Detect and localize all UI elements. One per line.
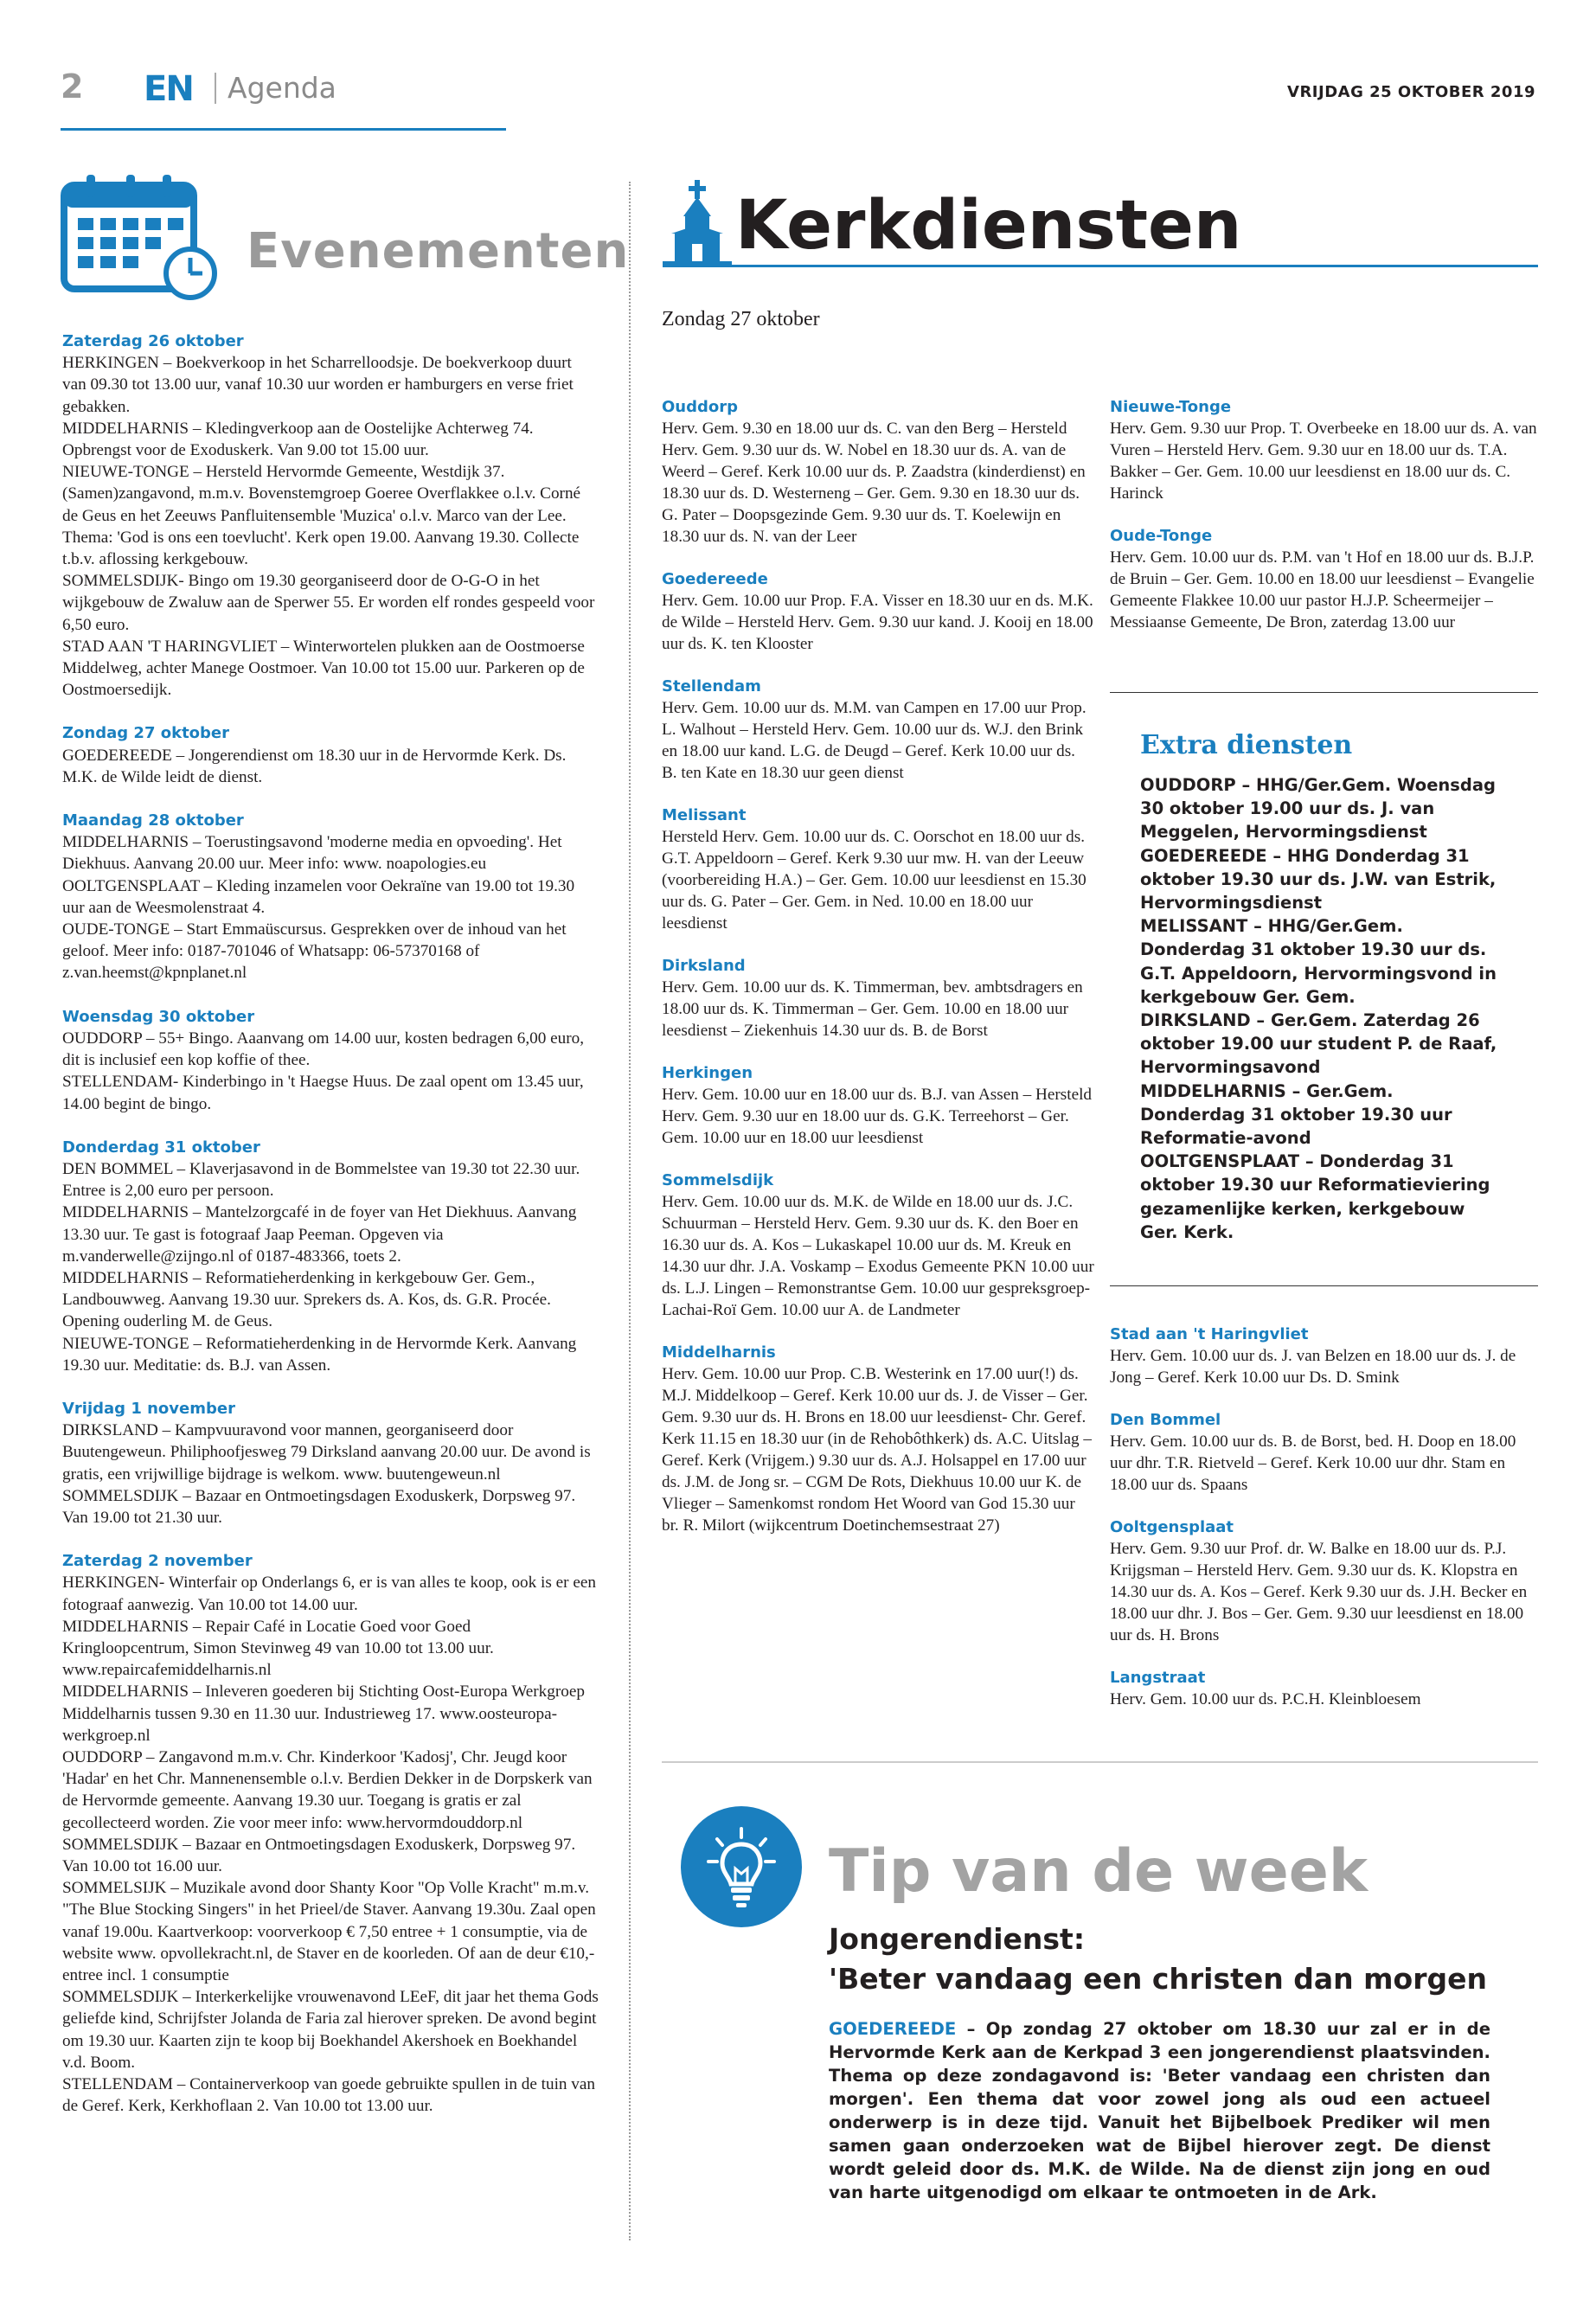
event-item: OUDDORP – Zangavond m.m.v. Chr. Kinderkoor 'Kadosj', Chr. Jeugd koor 'Hadar' en het Chr. Mannenensemble o.l.v. Berdien Dekker in de Dorpskerk van de Hervormde gemeente. Aanvang 19.30 uur. Toegang is gratis er zal gecollecteerd worden. Zie voor meer info: www.hervormdouddorp.nl xyxy=(62,1747,593,1832)
service-place-block xyxy=(662,955,1094,1042)
service-place-block xyxy=(1110,1667,1538,1710)
event-item: SOMMELSDIJK – Bazaar en Ontmoetingsdagen Exoduskerk, Dorpsweg 97. Van 10.00 tot 16.00 uur. xyxy=(62,1835,576,1875)
event-item: NIEUWE-TONGE – Reformatieherdenking in de Hervormde Kerk. Aanvang 19.30 uur. Meditatie: ds. B.J. van Assen. xyxy=(62,1334,577,1375)
service-place-block xyxy=(1110,396,1538,504)
service-place-name: Melissant xyxy=(662,806,747,824)
church-services-rule xyxy=(663,265,1538,267)
extra-services-bottom-rule xyxy=(1110,1285,1538,1286)
event-day-heading: Maandag 28 oktober xyxy=(62,811,244,830)
event-item: HERKINGEN- Winterfair op Onderlangs 6, er is van alles te koop, ook is er een fotograaf aanwezig. Van 10.00 tot 14.00 uur. xyxy=(62,1574,596,1614)
service-place-block xyxy=(662,568,1094,655)
service-place-block xyxy=(662,676,1094,784)
event-item: SOMMELSDIJK- Bingo om 19.30 georganiseerd door de O-G-O in het wijkgebouw de Zwaluw aan de Sperwer 55. Er worden elf rondes gespeeld voor 6,50 euro. xyxy=(62,572,595,634)
event-item: MIDDELHARNIS – Reformatieherdenking in kerkgebouw Ger. Gem., Landbouwweg. Aanvang 19.30 uur. Sprekers ds. A. Kos, ds. G.R. Procée. Opening ouderling M. de Geus. xyxy=(62,1268,551,1331)
service-place-name: Ouddorp xyxy=(662,398,739,416)
event-item: MIDDELHARNIS – Inleveren goederen bij Stichting Oost-Europa Werkgroep Middelharnis tussen 9.30 en 11.30 uur. Industrieweg 17. www.oosteuropa-werkgroep.nl xyxy=(62,1682,585,1745)
issue-date: VRIJDAG 25 OKTOBER 2019 xyxy=(1287,83,1535,101)
events-title: Evenementen xyxy=(247,223,630,279)
event-item: SOMMELSDIJK – Bazaar en Ontmoetingsdagen Exoduskerk, Dorpsweg 97. Van 19.00 tot 21.30 uur. xyxy=(62,1486,576,1527)
service-place-text: Herv. Gem. 9.30 en 18.00 uur ds. C. van den Berg – Hersteld Herv. Gem. 9.30 uur ds. W. Nobel en 18.30 uur ds. A. van de Weerd – Geref. Kerk 10.00 uur ds. P. Zaadstra (kinderdienst) en 18.30 uur ds. D. Westerneng – Ger. Gem. 9.30 en 18.30 uur ds. G. Pater – Doopsgezinde Gem. 9.30 uur ds. T. Koelewijn en 18.30 uur ds. N. van der Leer xyxy=(662,420,1086,546)
event-day xyxy=(62,810,599,984)
tip-body-text: – Op zondag 27 oktober om 18.30 uur zal er in de Hervormde Kerk aan de Kerkpad 3 een jongerendienst plaatsvinden. Thema op deze zondagavond is: 'Beter vandaag een christen dan morgen'. Een thema dat voor zowel jong als oud een actueel onderwerp is in deze tijd. Vanuit het Bijbelboek Prediker wil men samen gaan onderzoeken wat de Bijbel hierover zegt. De dienst wordt geleid door ds. M.K. de Wilde. Na de dienst zijn jong en oud van harte uitgenodigd om elkaar te ontmoeten in de Ark. xyxy=(829,2019,1490,2202)
extra-service-line: DIRKSLAND – Ger.Gem. Zaterdag 26 oktober 19.00 uur student P. de Raaf, Hervormingsavond xyxy=(1140,1010,1497,1078)
header-separator xyxy=(215,73,216,104)
church-services-title: Kerkdiensten xyxy=(735,187,1242,265)
tip-subtitle-1: Jongerendienst: xyxy=(829,1922,1086,1956)
extra-services-top-rule xyxy=(1110,692,1538,693)
event-day-heading: Vrijdag 1 november xyxy=(62,1399,235,1418)
church-services-left-column xyxy=(662,396,1094,1536)
service-place-block xyxy=(662,1170,1094,1321)
service-place-text: Herv. Gem. 10.00 uur ds. K. Timmerman, bev. ambtsdragers en 18.00 uur ds. K. Timmerman – Ger. Gem. 10.00 en 18.00 uur leesdienst – Ziekenhuis 14.30 uur ds. B. de Borst xyxy=(662,978,1083,1040)
event-item: MIDDELHARNIS – Mantelzorgcafé in de foyer van Het Diekhuus. Aanvang 13.30 uur. Te gast is fotograaf Jaap Peeman. Opgeven via m.vanderwelle@zijngo.nl of 0187-483366, toets 2. xyxy=(62,1203,577,1266)
extra-service-line: MIDDELHARNIS – Ger.Gem. Donderdag 31 oktober 19.30 uur Reformatie-avond xyxy=(1140,1080,1452,1149)
service-place-block xyxy=(662,396,1094,548)
events-list xyxy=(62,330,599,2117)
event-item: STELLENDAM – Containerverkoop van goede gebruikte spullen in de tuin van de Geref. Kerk, Kerkhoflaan 2. Van 10.00 tot 13.00 uur. xyxy=(62,2075,595,2116)
event-item: STELLENDAM- Kinderbingo in 't Haegse Huus. De zaal opent om 13.45 uur, 14.00 begint de bingo. xyxy=(62,1073,584,1113)
service-place-text: Hersteld Herv. Gem. 10.00 uur ds. C. Oorschot en 18.00 uur ds. G.T. Appeldoorn – Geref. Kerk 9.30 uur mw. H. van der Leeuw (voorbereiding H.A.) – Ger. Gem. 10.00 uur leesdienst en 15.30 uur ds. G. Pater – Ger. Gem. in Ned. 10.00 en 18.00 uur leesdienst xyxy=(662,828,1086,933)
service-place-text: Herv. Gem. 10.00 uur ds. J. van Belzen en 18.00 uur ds. J. de Jong – Geref. Kerk 10.00 uur Ds. D. Smink xyxy=(1110,1347,1516,1387)
newspaper-logo: EN xyxy=(144,69,193,109)
service-place-name: Stad aan 't Haringvliet xyxy=(1110,1325,1309,1343)
service-place-block xyxy=(1110,1516,1538,1646)
event-day xyxy=(62,330,599,701)
tip-separator xyxy=(662,1761,1538,1763)
event-item: DEN BOMMEL – Klaverjasavond in de Bommelstee van 19.30 tot 22.30 uur. Entree is 2,00 euro per persoon. xyxy=(62,1159,580,1201)
extra-service-line: MELISSANT – HHG/Ger.Gem. Donderdag 31 oktober 19.30 uur ds. G.T. Appeldoorn, Hervormingsvond in kerkgebouw Ger. Gem. xyxy=(1140,916,1497,1007)
tip-title: Tip van de week xyxy=(829,1837,1368,1906)
extra-service-line: GOEDEREEDE – HHG Donderdag 31 oktober 19.30 uur ds. J.W. van Estrik, Hervormingsdienst xyxy=(1140,845,1497,913)
event-day-heading: Zondag 27 oktober xyxy=(62,724,230,743)
tip-lead: GOEDEREEDE xyxy=(829,2019,957,2039)
service-place-name: Sommelsdijk xyxy=(662,1171,774,1189)
service-place-text: Herv. Gem. 10.00 uur ds. B. de Borst, bed. H. Doop en 18.00 uur dhr. T.R. Rietveld – Geref. Kerk 10.00 uur dhr. Stam en 18.00 uur ds. Spaans xyxy=(1110,1433,1516,1494)
tip-icon-badge xyxy=(681,1806,802,1927)
service-place-text: Herv. Gem. 10.00 uur ds. P.M. van 't Hof en 18.00 uur ds. B.J.P. de Bruin – Ger. Gem. 10.00 en 18.00 uur leesdienst – Evangelie Gemeente Flakkee 10.00 uur pastor H.J.P. Scheermeijer – Messiaanse Gemeente, De Bron, zaterdag 13.00 uur xyxy=(1110,548,1535,631)
extra-service-line: OUDDORP – HHG/Ger.Gem. Woensdag 30 oktober 19.00 uur ds. J. van Meggelen, Hervormingsdienst xyxy=(1140,775,1496,843)
event-item: DIRKSLAND – Kampvuuravond voor mannen, georganiseerd door Buutengeweun. Philiphoofjesweg 79 Dirksland aanvang 20.00 uur. De avond is gratis, een vrijwillige bijdrage is welkom. www. buutengeweun.nl xyxy=(62,1421,591,1484)
service-place-block xyxy=(662,1062,1094,1149)
service-place-name: Oude-Tonge xyxy=(1110,527,1213,545)
service-place-name: Langstraat xyxy=(1110,1669,1206,1687)
event-day-heading: Donderdag 31 oktober xyxy=(62,1138,260,1157)
church-services-right-column xyxy=(1110,396,1538,633)
event-item: MIDDELHARNIS – Kledingverkoop aan de Oostelijke Achterweg 74. Opbrengst voor de Exoduskerk. Van 9.00 tot 15.00 uur. xyxy=(62,419,534,460)
event-item: SOMMELSIJK – Muzikale avond door Shanty Koor "Op Volle Kracht" m.m.v. "The Blue Stocking Singers" in het Prieel/de Staver. Aanvang 19.30u. Zaal open vanaf 19.00u. Kaartverkoop: voorverkoop € 7,50 entree + 1 consumptie, via de website www. opvollekracht.nl, de Staver en de koorleden. Of aan de deur €10,- entree incl. 1 consumptie xyxy=(62,1879,596,1985)
event-item: OOLTGENSPLAAT – Kleding inzamelen voor Oekraïne van 19.00 tot 19.30 uur aan de Weesmolenstraat 4. xyxy=(62,876,575,917)
event-day-heading: Woensdag 30 oktober xyxy=(62,1007,255,1026)
event-item: OUDDORP – 55+ Bingo. Aaanvang om 14.00 uur, kosten bedragen 6,00 euro, dit is inclusief een kop koffie of thee. xyxy=(62,1029,585,1070)
service-place-text: Herv. Gem. 9.30 uur Prof. dr. W. Balke en 18.00 uur ds. P.J. Krijgsman – Hersteld Herv. Gem. 9.30 uur ds. K. Klopstra en 14.30 uur ds. A. Kos – Geref. Kerk 9.30 uur ds. J.H. Becker en 18.00 uur dhr. J. Bos – Ger. Gem. 9.30 uur leesdienst en 18.00 uur ds. H. Brons xyxy=(1110,1540,1528,1644)
service-place-block xyxy=(1110,525,1538,633)
event-day xyxy=(62,1137,599,1376)
service-place-block xyxy=(1110,1409,1538,1496)
event-item: GOEDEREEDE – Jongerendienst om 18.30 uur in de Hervormde Kerk. Ds. M.K. de Wilde leidt de dienst. xyxy=(62,746,567,786)
service-place-text: Herv. Gem. 10.00 uur ds. M.K. de Wilde en 18.00 uur ds. J.C. Schuurman – Hersteld Herv. Gem. 9.30 uur ds. K. den Boer en 16.30 uur ds. A. Kos – Lukaskapel 10.00 uur ds. M. Kreuk en 14.30 uur dhr. J.A. Voskamp – Exodus Gemeente PKN 10.00 uur ds. L.J. Lingen – Remonstrantse Gem. 10.00 uur gespreksgroep- Lachai-Roï Gem. 10.00 uur A. de Landmeter xyxy=(662,1193,1094,1319)
tip-subtitle-2: 'Beter vandaag een christen dan morgen xyxy=(829,1962,1487,1996)
extra-services-title: Extra diensten xyxy=(1140,730,1353,760)
event-item: SOMMELSDIJK – Interkerkelijke vrouwenavond LEeF, dit jaar het thema Gods geliefde kind, Schrijfster Jolanda de Faria zal hierover spreken. De avond begint om 19.30 uur. Kaarten zijn te koop bij Boekhandel Akershoek en Boekhandel v.d. Boom. xyxy=(62,1988,599,2072)
event-day-heading: Zaterdag 2 november xyxy=(62,1552,253,1571)
service-place-text: Herv. Gem. 10.00 uur en 18.00 uur ds. B.J. van Assen – Hersteld Herv. Gem. 9.30 uur en 18.00 uur ds. G.K. Terreehorst – Ger. Gem. 10.00 uur en 18.00 uur leesdienst xyxy=(662,1086,1093,1147)
service-place-name: Middelharnis xyxy=(662,1343,776,1362)
event-day xyxy=(62,1006,599,1115)
church-services-right-column-bottom xyxy=(1110,1324,1538,1710)
event-item: HERKINGEN – Boekverkoop in het Scharrelloodsje. De boekverkoop duurt van 09.30 tot 13.00 uur, vanaf 10.30 uur worden er hamburgers en verse friet gebakken. xyxy=(62,354,574,416)
service-place-name: Dirksland xyxy=(662,957,746,975)
extra-service-line: OOLTGENSPLAAT – Donderdag 31 oktober 19.30 uur Reformatieviering gezamenlijke kerken, kerkgebouw Ger. Kerk. xyxy=(1140,1151,1490,1242)
service-place-name: Nieuwe-Tonge xyxy=(1110,398,1232,416)
service-place-block xyxy=(662,804,1094,934)
event-item: OUDE-TONGE – Start Emmaüscursus. Gesprekken over de inhoud van het geloof. Meer info: 0187-701046 of Whatsapp: 06-57370168 of z.van.heemst@kpnplanet.nl xyxy=(62,920,567,983)
event-day-heading: Zaterdag 26 oktober xyxy=(62,332,244,350)
event-item: MIDDELHARNIS – Repair Café in Locatie Goed voor Goed Kringloopcentrum, Simon Stevinweg 49 van 10.00 tot 13.00 uur. www.repaircafemiddelharnis.nl xyxy=(62,1617,494,1680)
service-place-name: Goedereede xyxy=(662,570,768,588)
event-day xyxy=(62,722,599,788)
service-place-text: Herv. Gem. 10.00 uur ds. M.M. van Campen en 17.00 uur Prop. L. Walhout – Hersteld Herv. Gem. 10.00 uur ds. W.J. den Brink en 18.00 uur kand. L.G. de Deugd – Geref. Kerk 10.00 uur ds. B. ten Kate en 18.30 uur geen dienst xyxy=(662,699,1086,782)
service-place-text: Herv. Gem. 10.00 uur Prop. C.B. Westerink en 17.00 uur(!) ds. M.J. Middelkoop – Geref. Kerk 10.00 uur ds. J. de Visser – Ger. Gem. 9.30 uur ds. H. Brons en 18.00 uur leesdienst- Chr. Geref. Kerk 11.15 en 18.30 uur (in de Rehobôthkerk) ds. A.C. Uitslag – Geref. Kerk (Vrijgem.) 9.30 uur ds. A.J. Holsappel en 17.00 uur ds. J.M. de Jong sr. – CGM De Rots, Diekhuus 10.00 uur K. de Vlieger – Samenkomst rondom Het Woord van God 15.30 uur br. R. Milort (wijkcentrum Doetinchemsestraat 27) xyxy=(662,1365,1093,1535)
tip-body xyxy=(829,2017,1490,2204)
extra-services-text xyxy=(1140,773,1503,1244)
service-place-name: Herkingen xyxy=(662,1064,753,1082)
column-divider xyxy=(629,182,631,2240)
extra-services-box xyxy=(1140,728,1503,1244)
event-day xyxy=(62,1398,599,1529)
event-item: STAD AAN 'T HARINGVLIET – Winterwortelen plukken aan de Oostmoerse Middelweg, achter Manege Oostmoer. Van 10.00 tot 15.00 uur. Parkeren op de Oostmoersedijk. xyxy=(62,637,585,700)
lightbulb-icon xyxy=(681,1806,802,1927)
service-place-block xyxy=(1110,1324,1538,1388)
service-place-block xyxy=(662,1342,1094,1536)
service-place-name: Ooltgensplaat xyxy=(1110,1518,1234,1536)
event-day xyxy=(62,1550,599,2117)
section-title: Agenda xyxy=(228,71,337,105)
service-place-name: Stellendam xyxy=(662,677,761,695)
service-place-text: Herv. Gem. 10.00 uur Prop. F.A. Visser en 18.30 uur en ds. M.K. de Wilde – Hersteld Herv. Gem. 9.30 uur kand. J. Kooij en 18.00 uur ds. K. ten Klooster xyxy=(662,592,1093,653)
event-item: NIEUWE-TONGE – Hersteld Hervormde Gemeente, Westdijk 37. (Samen)zangavond, m.m.v. Bovenstemgroep Goeree Overflakkee o.l.v. Corné de Geus en het Zeeuws Panfluitensemble 'Muzica' o.l.v. Marco van der Lee. Thema: 'God is ons een toevlucht'. Kerk open 19.00. Aanvang 19.30. Collecte t.b.v. aflossing kerkgebouw. xyxy=(62,463,581,569)
church-icon xyxy=(663,180,732,266)
page-number: 2 xyxy=(61,67,84,106)
service-place-text: Herv. Gem. 10.00 uur ds. P.C.H. Kleinbloesem xyxy=(1110,1690,1421,1708)
calendar-clock-icon xyxy=(61,173,225,303)
service-place-name: Den Bommel xyxy=(1110,1411,1221,1429)
church-services-date: Zondag 27 oktober xyxy=(662,308,820,330)
service-place-text: Herv. Gem. 9.30 uur Prop. T. Overbeeke en 18.00 uur ds. A. van Vuren – Hersteld Herv. Gem. 9.30 uur en 18.00 uur ds. T.A. Bakker – Ger. Gem. 10.00 uur leesdienst en 18.00 uur ds. C. Harinck xyxy=(1110,420,1537,503)
header-rule xyxy=(61,128,506,131)
event-item: MIDDELHARNIS – Toerustingsavond 'moderne media en opvoeding'. Het Diekhuus. Aanvang 20.00 uur. Meer info: www. noapologies.eu xyxy=(62,833,562,874)
